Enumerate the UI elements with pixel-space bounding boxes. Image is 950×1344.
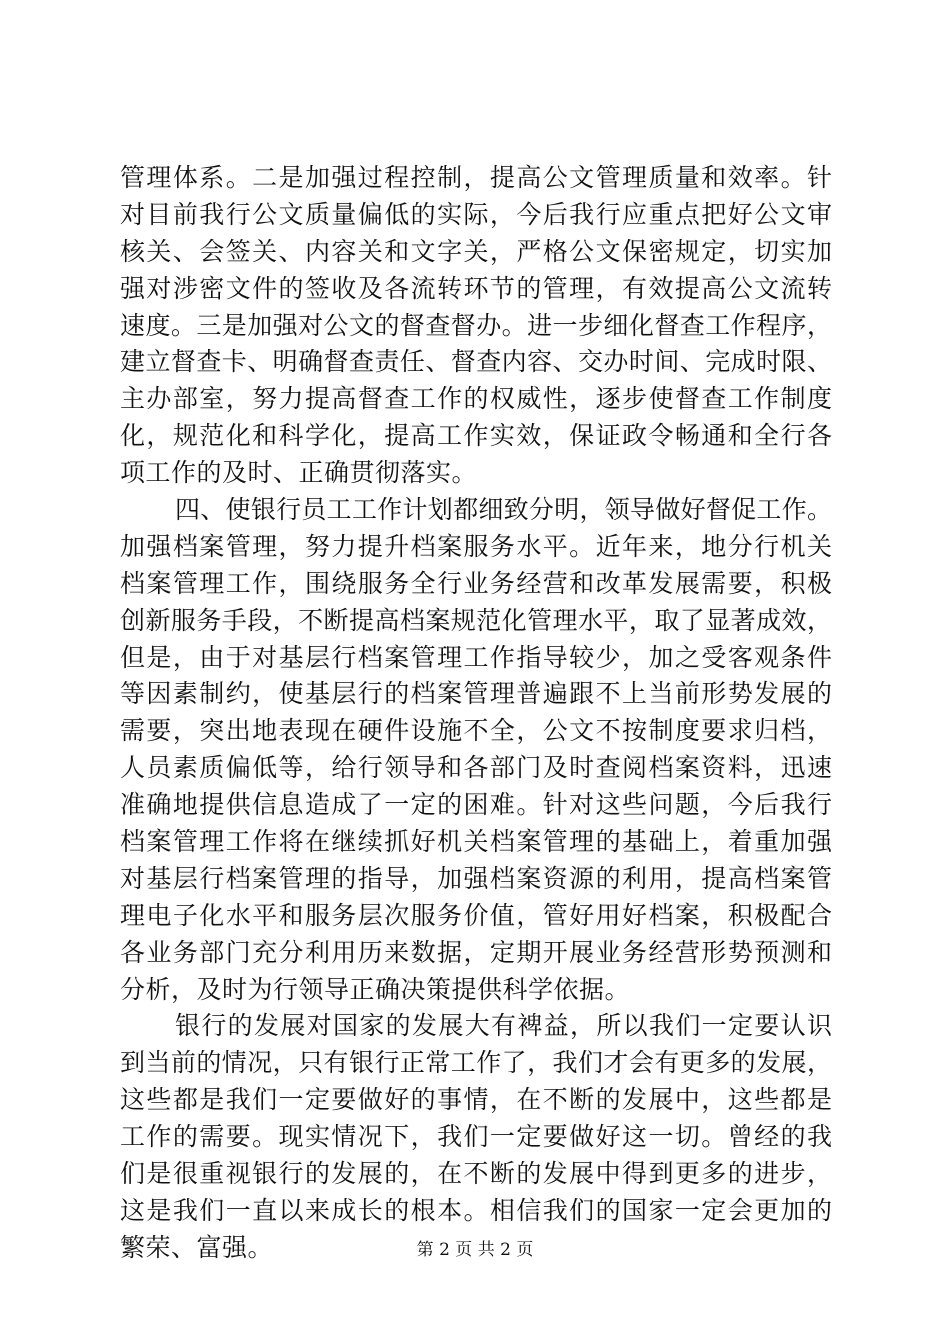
page-footer: 第 2 页 共 2 页 xyxy=(416,1240,534,1260)
text-line: 档案管理工作将在继续抓好机关档案管理的基础上，着重加强 xyxy=(120,827,834,857)
text-line: 主办部室，努力提高督查工作的权威性，逐步使督查工作制度 xyxy=(120,384,834,414)
document-body xyxy=(120,160,832,1267)
text-line: 银行的发展对国家的发展大有裨益，所以我们一定要认识 xyxy=(175,1011,834,1041)
text-line: 理电子化水平和服务层次服务价值，管好用好档案，积极配合 xyxy=(120,900,834,930)
text-line: 加强档案管理，努力提升档案服务水平。近年来，地分行机关 xyxy=(120,531,834,561)
text-line: 档案管理工作，围绕服务全行业务经营和改革发展需要，积极 xyxy=(120,568,834,598)
text-line: 化，规范化和科学化，提高工作实效，保证政令畅通和全行各 xyxy=(120,421,834,451)
text-line: 到当前的情况，只有银行正常工作了，我们才会有更多的发展， xyxy=(120,1048,833,1078)
text-line: 分析，及时为行领导正确决策提供科学依据。 xyxy=(120,974,631,1004)
text-line: 各业务部门充分利用历来数据，定期开展业务经营形势预测和 xyxy=(120,937,834,967)
text-line: 创新服务手段，不断提高档案规范化管理水平，取了显著成效， xyxy=(120,605,833,635)
text-line: 建立督查卡、明确督查责任、督查内容、交办时间、完成时限、 xyxy=(120,347,833,377)
text-line: 人员素质偏低等，给行领导和各部门及时查阅档案资料，迅速 xyxy=(120,753,834,783)
text-line: 工作的需要。现实情况下，我们一定要做好这一切。曾经的我 xyxy=(120,1122,834,1152)
text-line: 速度。三是加强对公文的督查督办。进一步细化督查工作程序， xyxy=(120,310,833,340)
text-line: 这是我们一直以来成长的根本。相信我们的国家一定会更加的 xyxy=(120,1195,834,1225)
text-line: 但是，由于对基层行档案管理工作指导较少，加之受客观条件 xyxy=(120,642,834,672)
text-line: 管理体系。二是加强过程控制，提高公文管理质量和效率。针 xyxy=(120,163,834,192)
text-line: 强对涉密文件的签收及各流转环节的管理，有效提高公文流转 xyxy=(120,273,834,303)
text-line: 对目前我行公文质量偏低的实际，今后我行应重点把好公文审 xyxy=(120,199,834,229)
text-line: 准确地提供信息造成了一定的困难。针对这些问题，今后我行 xyxy=(120,790,834,820)
text-line: 繁荣、富强。 xyxy=(120,1232,274,1262)
text-line: 对基层行档案管理的指导，加强档案资源的利用，提高档案管 xyxy=(120,863,834,893)
text-line: 们是很重视银行的发展的，在不断的发展中得到更多的进步， xyxy=(120,1159,834,1189)
text-line: 项工作的及时、正确贯彻落实。 xyxy=(120,458,478,488)
text-line: 这些都是我们一定要做好的事情，在不断的发展中，这些都是 xyxy=(120,1085,834,1115)
text-line: 四、使银行员工工作计划都细致分明，领导做好督促工作。 xyxy=(175,495,833,525)
text-line: 核关、会签关、内容关和文字关，严格公文保密规定，切实加 xyxy=(120,236,834,266)
text-line: 等因素制约，使基层行的档案管理普遍跟不上当前形势发展的 xyxy=(120,679,834,709)
text-line: 需要，突出地表现在硬件设施不全，公文不按制度要求归档， xyxy=(120,716,834,746)
